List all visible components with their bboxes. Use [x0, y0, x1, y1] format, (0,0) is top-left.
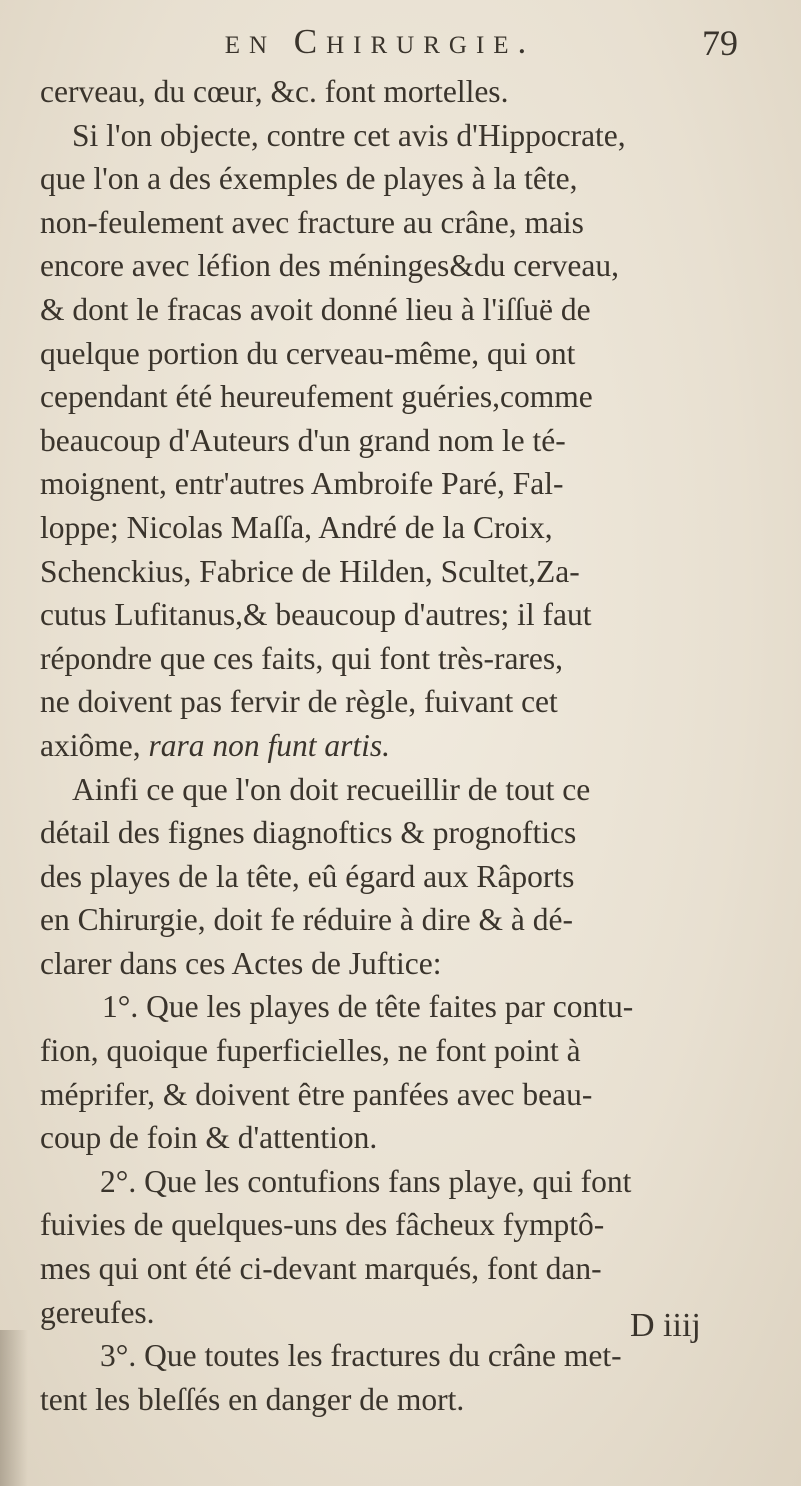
text-line: en Chirurgie, doit fe réduire à dire & à dé- — [40, 902, 573, 938]
text-line: méprifer, & doivent être panfées avec beau- — [40, 1076, 593, 1112]
text-line: Ainfi ce que l'on doit recueillir de tout ce — [72, 771, 591, 807]
axiom-line — [40, 724, 785, 768]
text-line: & dont le fracas avoit donné lieu à l'iſſuë de — [40, 291, 591, 327]
text-line: Schenckius, Fabrice de Hilden, Scultet,Za- — [40, 553, 580, 589]
axiom-prefix: axiôme, — [40, 727, 141, 763]
text-line: que l'on a des éxemples de playes à la tête, — [40, 161, 578, 197]
text-line: quelque portion du cerveau-même, qui ont — [40, 335, 576, 371]
text-line: cutus Lufitanus,& beaucoup d'autres; il faut — [40, 597, 592, 633]
text-line: non-feulement avec fracture au crâne, mais — [40, 204, 584, 240]
text-line: Si l'on objecte, contre cet avis d'Hippocrate, — [72, 117, 626, 153]
text-line: cependant été heureufement guéries,comme — [40, 379, 593, 415]
running-title: en Chirurgie. — [224, 22, 536, 61]
page-edge-shadow — [0, 1330, 28, 1486]
text-line: clarer dans ces Actes de Juftice: — [40, 945, 442, 981]
text-line: tent les bleſſés en danger de mort. — [40, 1381, 465, 1417]
page-number: 79 — [702, 23, 738, 63]
text-line: ne doivent pas fervir de règle, fuivant cet — [40, 684, 558, 720]
text-line: des playes de la tête, eû égard aux Râports — [40, 858, 575, 894]
text-line: cerveau, du cœur, &c. font mortelles. — [40, 74, 509, 109]
text-line: gereufes. — [40, 1294, 155, 1330]
page-header — [0, 22, 801, 66]
text-line: 2°. Que les contufions fans playe, qui font — [100, 1163, 632, 1199]
text-line: coup de foin & d'attention. — [40, 1120, 378, 1156]
text-line: fuivies de quelques-uns des fâcheux fymptô- — [40, 1207, 605, 1243]
text-line: loppe; Nicolas Maſſa, André de la Croix, — [40, 509, 553, 545]
text-line: 3°. Que toutes les fractures du crâne met- — [100, 1338, 622, 1374]
body-text — [40, 70, 785, 1421]
text-line: encore avec léfion des méninges&du cerveau, — [40, 248, 619, 284]
text-line: mes qui ont été ci-devant marqués, font dan- — [40, 1251, 602, 1287]
text-line: beaucoup d'Auteurs d'un grand nom le té- — [40, 422, 566, 458]
text-line: fion, quoique fuperficielles, ne font point à — [40, 1033, 581, 1069]
text-line: 1°. Que les playes de tête faites par contu- — [102, 989, 634, 1025]
text-line: répondre que ces faits, qui font très-rares, — [40, 640, 564, 676]
text-line: moignent, entr'autres Ambroife Paré, Fal- — [40, 466, 564, 502]
axiom-latin: rara non funt artis. — [148, 727, 391, 763]
signature-mark: D iiij — [630, 1307, 701, 1344]
text-line: détail des fignes diagnoftics & prognoftics — [40, 815, 577, 851]
